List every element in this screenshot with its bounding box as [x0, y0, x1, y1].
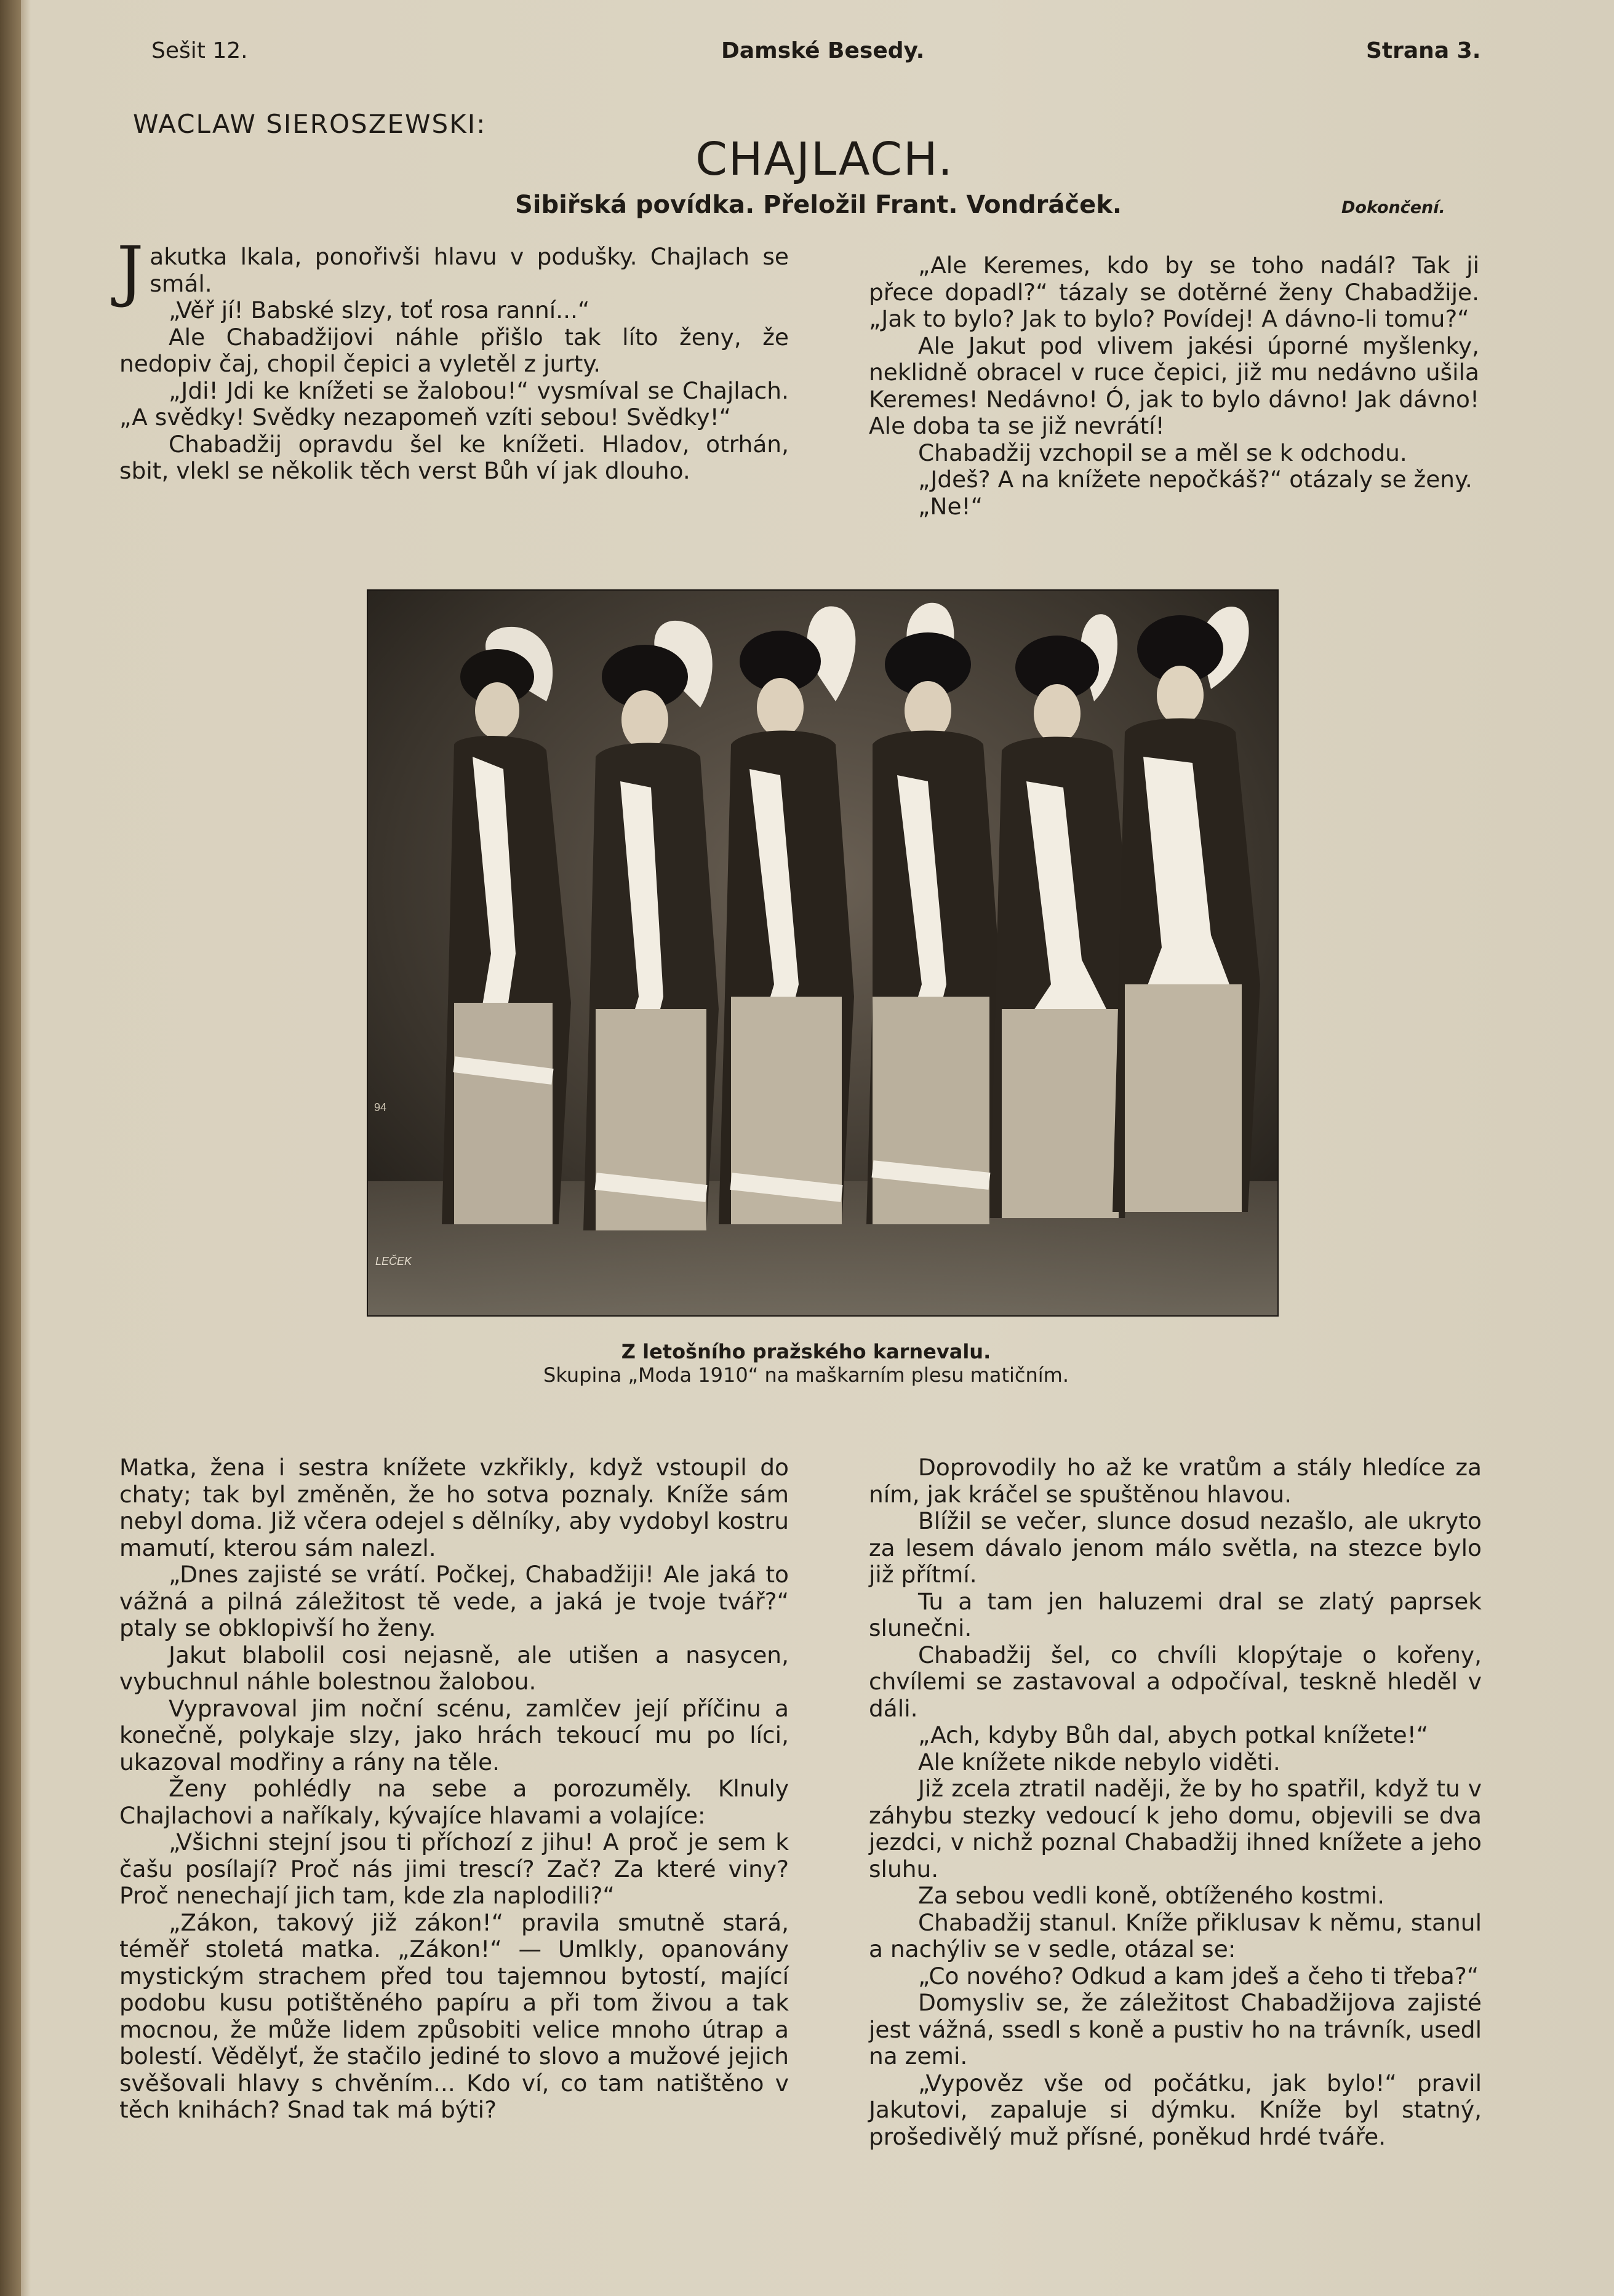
carnival-group-photo [367, 589, 1279, 1317]
article-subtitle: Sibiřská povídka. Přeložil Frant. Vondráček. [514, 191, 1122, 219]
paragraph: Doprovodily ho až ke vratům a stály hledíce za ním, jak kráčel se spuštěnou hlavou. [869, 1454, 1482, 1508]
photo-caption-title: Z letošního pražského karnevalu. [621, 1340, 991, 1363]
photo-caption-text: Skupina „Moda 1910“ na maškarním plesu matičním. [543, 1363, 1069, 1387]
paragraph: „Jdeš? A na knížete nepočkáš?“ otázaly se ženy. [918, 466, 1472, 493]
paragraph: „Co nového? Odkud a kam jdeš a čeho ti třeba?“ [918, 1962, 1479, 1990]
paragraph: Vypravoval jim noční scénu, zamlčev její příčinu a konečně, polykaje slzy, jako hrách tekoucí mu po líci, ukazoval modřiny a rány na těle. [119, 1694, 789, 1776]
paragraph: Domysliv se, že záležitost Chabadžijova zajisté jest vážná, ssedl s koně a pustiv ho na trávník, usedl na zemi. [869, 1989, 1482, 2070]
paragraph: Ale Jakut pod vlivem jakési úporné myšlenky, neklidně obracel v ruce čepici, již mu nedávno ušila Keremes! Nedávno! Ó, jak to bylo dávno! Jak dávno! Ale doba ta se již nevrátí! [869, 332, 1479, 439]
paragraph: Za sebou vedli koně, obtíženého kostmi. [918, 1882, 1384, 1909]
paragraph: „Zákon, takový již zákon!“ pravila smutně stará, téměř stoletá matka. „Zákon!“ — Umlkly, opanovány mystickým strachem před tou tajemnou bytostí, mající podobu kusu potištěného papíru a při tom živou a tak mocnou, že může lidem způsobiti velice mnoho útrap a bolestí. Vědělyť, že stačilo jediné to slovo a mužové jejich svěšovali hlavy s chvěním... Kdo ví, co tam natištěno v těch knihách? Snad tak má býti? [119, 1908, 789, 2123]
corner-mark: 94 [374, 1101, 387, 1114]
drop-cap: J [117, 233, 144, 309]
paragraph: Chabadžij šel, co chvíli klopýtaje o kořeny, chvílemi se zastavoval a odpočíval, teskně hleděl v dáli. [869, 1641, 1482, 1722]
paragraph: „Dnes zajisté se vrátí. Počkej, Chabadžiji! Ale jaká to vážná a pilná záležitost tě vede, a jaká je tvoje tvář?“ ptaly se obklopivší ho ženy. [119, 1561, 789, 1641]
paragraph: „Všichni stejní jsou ti příchozí z jihu! A proč je sem k čašu posílají? Proč nás jimi trescí? Zač? Za které viny? Proč nenechají jich tam, kde zla naplodili?“ [119, 1828, 789, 1909]
page-number: Strana 3. [1366, 38, 1481, 63]
article-title: CHAJLACH. [695, 133, 954, 186]
paragraph: Ženy pohlédly na sebe a porozuměly. Klnuly Chajlachovi a naříkaly, kývajíce hlavami a volajíce: [119, 1775, 789, 1829]
paragraph: „Ale Keremes, kdo by se toho nadál? Tak ji přece dopadl?“ tázaly se dotěrné ženy Chabadžije. „Jak to bylo? Jak to bylo? Povídej! A dávno-li tomu?“ [869, 252, 1479, 332]
paragraph: Jakutka lkala, ponořivši hlavu v podušky. Chajlach se smál. [117, 233, 789, 309]
paragraph: Již zcela ztratil naději, že by ho spatřil, když tu v záhybu stezky vedoucí k jeho domu, objevili se dva jezdci, v nichž poznal Chabadžij ihned knížete a jeho sluhu. [869, 1775, 1482, 1883]
paragraph: „Ne!“ [918, 492, 983, 520]
continued-note: Dokončení. [1341, 198, 1445, 217]
paragraph: Ale knížete nikde nebylo viděti. [918, 1748, 1280, 1776]
paragraph: „Vypověz vše od počátku, jak bylo!“ pravil Jakutovi, zapaluje si dýmku. Kníže byl statný, prošedivělý muž přísné, poněkud hrdé tváře. [869, 2069, 1482, 2150]
paragraph: Blížil se večer, slunce dosud nezašlo, ale ukryto za lesem dávalo jenom málo světla, na stezce bylo již přítmí. [869, 1507, 1482, 1588]
magazine-title: Damské Besedy. [721, 38, 925, 63]
paragraph: „Věř jí! Babské slzy, toť rosa ranní...“ [169, 297, 590, 324]
text-column-2 [869, 252, 1479, 520]
text-column-4 [869, 1454, 1482, 2150]
paragraph: Chabadžij vzchopil se a měl se k odchodu. [918, 439, 1407, 466]
author-name: WACLAW SIEROSZEWSKI: [133, 109, 487, 139]
paragraph: „Ach, kdyby Bůh dal, abych potkal knížete!“ [918, 1721, 1429, 1748]
text-column-1 [117, 233, 789, 485]
photo-illustration [368, 591, 1277, 1315]
paragraph: Chabadžij opravdu šel ke knížeti. Hladov, otrhán, sbit, vlekl se několik těch verst Bůh ví jak dlouho. [119, 430, 789, 484]
paragraph: „Jdi! Jdi ke knížeti se žalobou!“ vysmíval se Chajlach. „A svědky! Svědky nezapomeň vzíti sebou! Svědky!“ [119, 377, 789, 431]
binding-edge [0, 0, 21, 2296]
paragraph: Ale Chabadžijovi náhle přišlo tak líto ženy, že nedopiv čaj, chopil čepici a vyletěl z jurty. [119, 323, 789, 377]
issue-number: Sešit 12. [151, 38, 248, 63]
photographer-mark: LEČEK [375, 1255, 412, 1267]
paragraph: Matka, žena i sestra knížete vzkřikly, když vstoupil do chaty; tak byl změněn, že ho sotva poznaly. Kníže sám nebyl doma. Již včera odejel s dělníky, aby vydobyl kostru mamutí, kterou sám nalezl. [119, 1454, 789, 1561]
text-column-3 [119, 1454, 789, 2124]
paragraph: Tu a tam jen haluzemi dral se zlatý paprsek slunečni. [869, 1587, 1482, 1641]
paragraph: Chabadžij stanul. Kníže přiklusav k němu, stanul a nachýliv se v sedle, otázal se: [869, 1908, 1482, 1963]
paragraph: Jakut blabolil cosi nejasně, ale utišen a nasycen, vybuchnul náhle bolestnou žalobou. [119, 1641, 789, 1695]
